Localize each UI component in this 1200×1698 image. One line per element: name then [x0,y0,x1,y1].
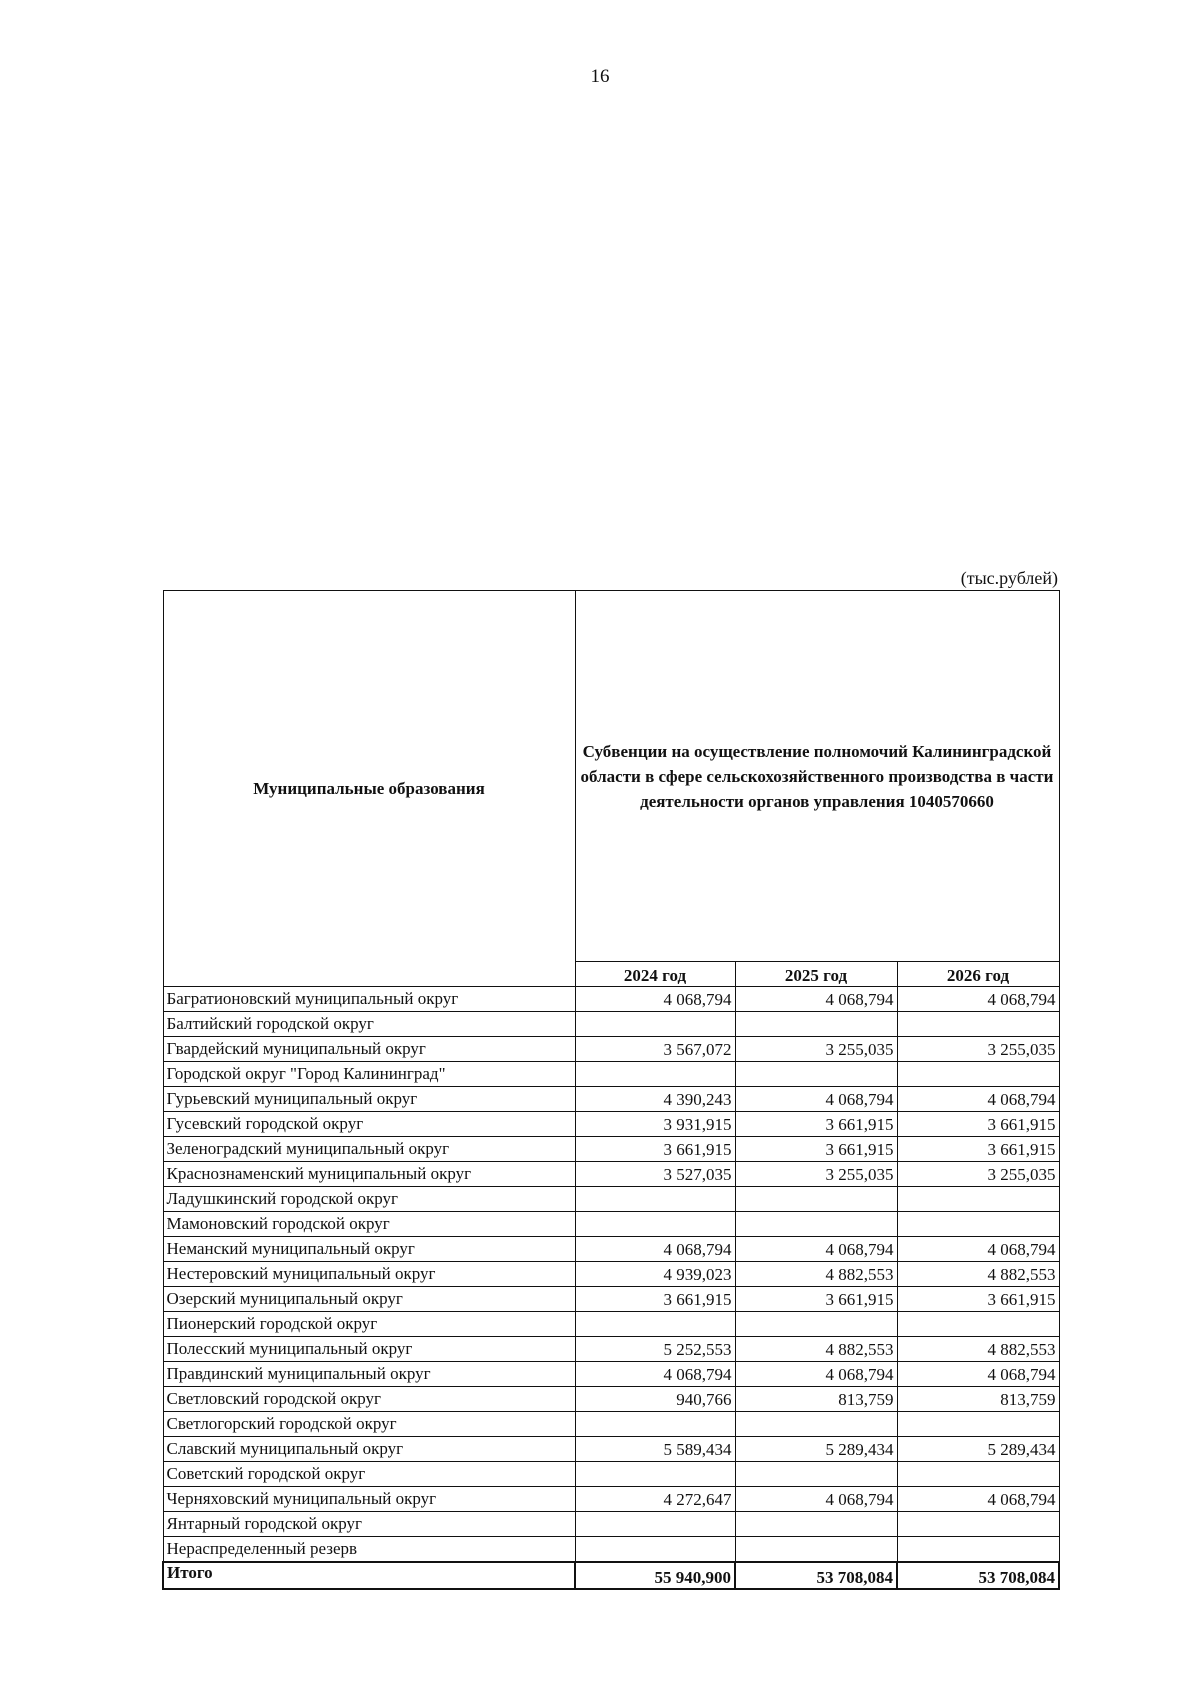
year-header: 2025 год [735,962,897,987]
table-row [163,1337,1059,1362]
value-cell [897,1062,1059,1087]
value-cell: 3 661,915 [735,1112,897,1137]
value-cell: 5 252,553 [575,1337,735,1362]
value-cell: 4 939,023 [575,1262,735,1287]
table-row [163,1362,1059,1387]
municipality-name: Янтарный городской округ [163,1512,575,1537]
table-row [163,1512,1059,1537]
value-cell: 5 289,434 [897,1437,1059,1462]
table-row [163,987,1059,1012]
value-cell: 3 661,915 [735,1287,897,1312]
municipality-name: Гвардейский муниципальный округ [163,1037,575,1062]
value-cell: 3 931,915 [575,1112,735,1137]
units-label: (тыс.рублей) [960,568,1058,588]
value-cell [575,1412,735,1437]
value-cell [735,1462,897,1487]
value-cell: 4 068,794 [735,1362,897,1387]
municipality-name: Правдинский муниципальный округ [163,1362,575,1387]
value-cell [735,1312,897,1337]
value-cell: 4 272,647 [575,1487,735,1512]
table-row [163,1262,1059,1287]
municipality-name: Балтийский городской округ [163,1012,575,1037]
municipality-name: Багратионовский муниципальный округ [163,987,575,1012]
value-cell: 4 390,243 [575,1087,735,1112]
table-row [163,1387,1059,1412]
municipality-name: Нестеровский муниципальный округ [163,1262,575,1287]
value-cell: 3 661,915 [575,1287,735,1312]
value-cell: 4 068,794 [897,1237,1059,1262]
header-subvention-title: Субвенции на осуществление полномочий Калининградской области в сфере сельскохозяйственного производства в части деятельности органов управления 1040570660 [575,591,1059,962]
value-cell: 940,766 [575,1387,735,1412]
municipality-name: Гурьевский муниципальный округ [163,1087,575,1112]
value-cell: 3 255,035 [897,1162,1059,1187]
value-cell: 4 068,794 [897,987,1059,1012]
value-cell [897,1537,1059,1563]
table-row [163,1437,1059,1462]
value-cell: 3 661,915 [575,1137,735,1162]
value-cell [575,1062,735,1087]
total-value: 53 708,084 [735,1562,897,1589]
table-row [163,1412,1059,1437]
table-row [163,1137,1059,1162]
table-row [163,1487,1059,1512]
table-row [163,1162,1059,1187]
value-cell [897,1012,1059,1037]
value-cell: 3 661,915 [897,1287,1059,1312]
table-row [163,1312,1059,1337]
value-cell [575,1537,735,1563]
value-cell [897,1512,1059,1537]
municipality-name: Озерский муниципальный округ [163,1287,575,1312]
value-cell [575,1312,735,1337]
table-row [163,1537,1059,1563]
value-cell [735,1012,897,1037]
value-cell: 4 068,794 [897,1087,1059,1112]
value-cell: 4 882,553 [735,1337,897,1362]
value-cell [735,1062,897,1087]
value-cell: 4 068,794 [897,1487,1059,1512]
value-cell: 4 068,794 [735,1087,897,1112]
value-cell [575,1462,735,1487]
value-cell [735,1512,897,1537]
value-cell [575,1512,735,1537]
municipality-name: Гусевский городской округ [163,1112,575,1137]
value-cell [897,1212,1059,1237]
table-row [163,1087,1059,1112]
municipality-name: Городской округ "Город Калининград" [163,1062,575,1087]
value-cell: 4 068,794 [735,1487,897,1512]
table-row [163,1112,1059,1137]
municipality-name: Полесский муниципальный округ [163,1337,575,1362]
year-header: 2026 год [897,962,1059,987]
value-cell: 5 589,434 [575,1437,735,1462]
year-header: 2024 год [575,962,735,987]
table-row [163,1012,1059,1037]
value-cell: 813,759 [735,1387,897,1412]
table-row [163,1212,1059,1237]
value-cell: 813,759 [897,1387,1059,1412]
total-value: 53 708,084 [897,1562,1059,1589]
value-cell [735,1212,897,1237]
page-number: 16 [590,66,610,87]
total-row [163,1562,1059,1589]
value-cell: 4 068,794 [897,1362,1059,1387]
value-cell [575,1187,735,1212]
municipality-name: Нераспределенный резерв [163,1537,575,1563]
municipality-name: Славский муниципальный округ [163,1437,575,1462]
table-row [163,1237,1059,1262]
value-cell: 4 068,794 [575,987,735,1012]
municipality-name: Светловский городской округ [163,1387,575,1412]
value-cell: 3 661,915 [897,1112,1059,1137]
value-cell: 3 255,035 [897,1037,1059,1062]
municipality-name: Пионерский городской округ [163,1312,575,1337]
table-row [163,1287,1059,1312]
value-cell [575,1212,735,1237]
value-cell: 4 068,794 [575,1237,735,1262]
table-row [163,1062,1059,1087]
value-cell [897,1312,1059,1337]
value-cell: 4 068,794 [575,1362,735,1387]
value-cell [897,1462,1059,1487]
municipality-name: Зеленоградский муниципальный округ [163,1137,575,1162]
value-cell: 4 882,553 [735,1262,897,1287]
value-cell: 3 661,915 [897,1137,1059,1162]
value-cell: 5 289,434 [735,1437,897,1462]
value-cell [897,1412,1059,1437]
value-cell: 4 068,794 [735,987,897,1012]
municipality-name: Мамоновский городской округ [163,1212,575,1237]
table-row [163,1037,1059,1062]
value-cell [575,1012,735,1037]
value-cell [735,1187,897,1212]
value-cell: 3 255,035 [735,1037,897,1062]
value-cell: 3 567,072 [575,1037,735,1062]
municipality-name: Неманский муниципальный округ [163,1237,575,1262]
municipality-name: Светлогорский городской округ [163,1412,575,1437]
value-cell: 4 068,794 [735,1237,897,1262]
municipality-name: Черняховский муниципальный округ [163,1487,575,1512]
value-cell [735,1537,897,1563]
table-row [163,1462,1059,1487]
municipality-name: Ладушкинский городской округ [163,1187,575,1212]
value-cell: 4 882,553 [897,1337,1059,1362]
municipality-name: Советский городской округ [163,1462,575,1487]
value-cell [897,1187,1059,1212]
value-cell [735,1412,897,1437]
municipality-name: Краснознаменский муниципальный округ [163,1162,575,1187]
value-cell: 3 527,035 [575,1162,735,1187]
total-label: Итого [163,1562,575,1589]
value-cell: 3 661,915 [735,1137,897,1162]
value-cell: 3 255,035 [735,1162,897,1187]
value-cell: 4 882,553 [897,1262,1059,1287]
total-value: 55 940,900 [575,1562,735,1589]
header-municipalities: Муниципальные образования [163,591,575,987]
subventions-table [162,590,1060,1590]
table-row [163,1187,1059,1212]
